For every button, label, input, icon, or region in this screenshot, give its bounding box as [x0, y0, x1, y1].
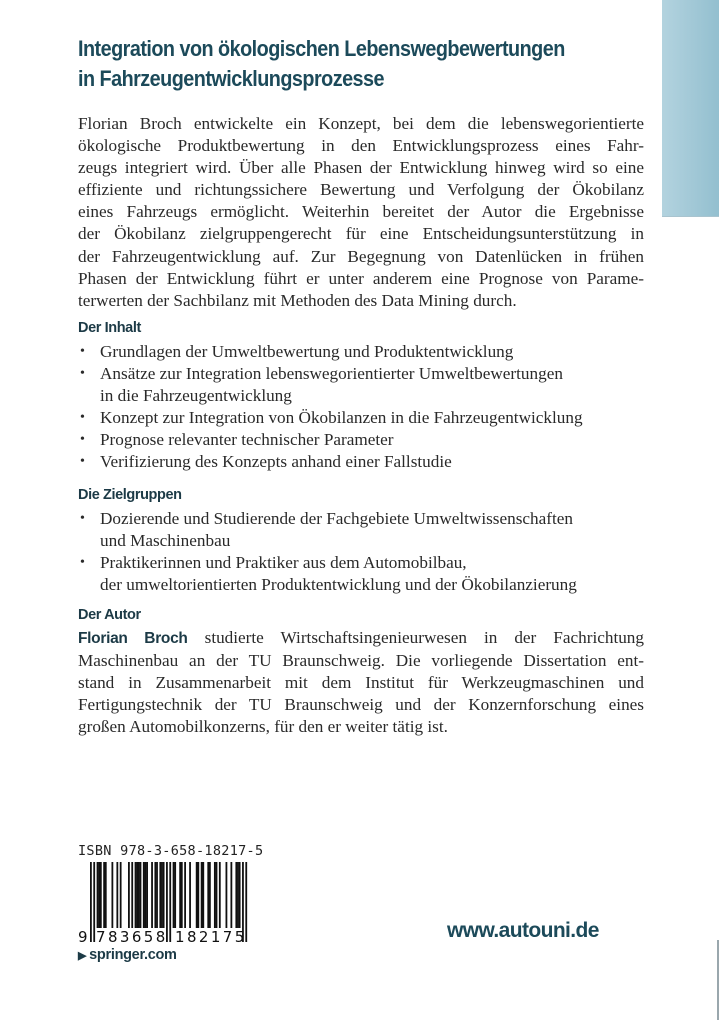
bullet-icon: •: [80, 410, 85, 426]
barcode-bar: [202, 862, 204, 928]
author-line: Fertigungstechnik der TU Braunschweig und der Konzernforschung eines: [78, 695, 644, 715]
intro-line: Phasen der Entwicklung führt er unter anderem eine Prognose von Parame-: [78, 268, 644, 288]
barcode-bar: [174, 862, 176, 928]
intro-line: effiziente und richtungssichere Bewertung und Verfolgung der Ökobilanz: [78, 180, 644, 200]
barcode-bar: [235, 862, 237, 928]
list-item: • Konzept zur Integration von Ökobilanzen in die Fahrzeugentwicklung: [78, 407, 583, 429]
intro-line: der Fahrzeugentwicklung auf. Zur Begegnung von Datenlücken in frühen: [78, 246, 644, 266]
barcode-bar: [146, 862, 148, 928]
intro-line: ökologische Produktbewertung in den Entwicklungsprozess eines Fahr-: [78, 136, 644, 156]
bullet-icon: •: [80, 454, 85, 470]
author-paragraph: [78, 627, 644, 738]
list-item: • Verifizierung des Konzepts anhand einer Fallstudie: [78, 451, 583, 473]
barcode-bar: [116, 862, 118, 928]
barcode-bar: [156, 862, 158, 928]
barcode-bar: [120, 862, 122, 928]
author-line: stand in Zusammenarbeit mit dem Institut für Werkzeugmaschinen und: [78, 673, 644, 693]
barcode-bar: [230, 862, 232, 928]
zielgruppen-list: [78, 508, 577, 596]
bullet-icon: •: [80, 555, 85, 571]
decorative-side-bar: [662, 0, 719, 217]
book-title-line-1: Integration von ökologischen Lebenswegbewertungen: [78, 36, 565, 61]
list-item: • Prognose relevanter technischer Parameter: [78, 429, 583, 451]
barcode-guard-bar: [90, 862, 92, 942]
barcode-guard-bar: [93, 862, 95, 942]
intro-line: der Ökobilanz zielgruppengerecht für eine Entscheidungsunterstützung in: [78, 224, 644, 244]
bullet-icon: •: [80, 366, 85, 382]
barcode-bar: [136, 862, 138, 928]
barcode-bar: [138, 862, 140, 928]
barcode-bar: [216, 862, 218, 928]
author-name: Florian Broch: [78, 630, 188, 647]
isbn-label: ISBN 978-3-658-18217-5: [78, 843, 264, 859]
list-item: • Grundlagen der Umweltbewertung und Produktentwicklung: [78, 341, 583, 363]
bullet-icon: •: [80, 511, 85, 526]
barcode: [90, 862, 247, 928]
barcode-bar: [154, 862, 156, 928]
section-heading-inhalt: Der Inhalt: [78, 320, 141, 336]
barcode-bar: [179, 862, 181, 928]
section-heading-zielgruppen: Die Zielgruppen: [78, 487, 182, 503]
website-link[interactable]: www.autouni.de: [447, 919, 599, 942]
intro-line: eines Fahrzeugs ermöglicht. Weiterhin bereitet der Autor die Ergebnisse: [78, 202, 644, 222]
intro-line: Florian Broch entwickelte ein Konzept, bei dem die lebenswegorientierte: [78, 114, 644, 133]
barcode-bar: [161, 862, 163, 928]
barcode-bar: [219, 862, 221, 928]
barcode-bar: [189, 862, 191, 928]
list-item: • Dozierende und Studierende der Fachgebiete Umweltwissenschaften und Maschinenbau: [80, 509, 573, 551]
barcode-bar: [131, 862, 133, 928]
barcode-bar: [111, 862, 113, 928]
author-line: Maschinenbau an der TU Braunschweig. Die vorliegende Dissertation ent-: [78, 651, 644, 671]
barcode-bar: [201, 862, 203, 928]
barcode-digits-left: 783658: [96, 928, 168, 946]
barcode-bar: [100, 862, 102, 928]
barcode-digits-right: 182175: [175, 928, 247, 946]
barcode-bar: [196, 862, 198, 928]
barcode-bar: [181, 862, 183, 928]
barcode-bar: [209, 862, 211, 928]
barcode-bar: [151, 862, 153, 928]
barcode-bar: [226, 862, 228, 928]
book-title: [78, 34, 588, 94]
book-title-line-2: in Fahrzeugentwicklungsprozesse: [78, 66, 385, 91]
author-line: großen Automobilkonzerns, für den er weiter tätig ist.: [78, 717, 448, 737]
barcode-digit-first: 9: [78, 928, 90, 946]
barcode-bar: [140, 862, 142, 928]
author-line: Florian Broch studierte Wirtschaftsingenieurwesen in der Fachrichtung: [78, 628, 644, 647]
bullet-icon: •: [80, 432, 85, 448]
barcode-bar: [105, 862, 107, 928]
barcode-bar: [207, 862, 209, 928]
barcode-bar: [237, 862, 239, 928]
barcode-guard-bar: [169, 862, 171, 942]
barcode-bar: [163, 862, 165, 928]
barcode-bar: [214, 862, 216, 928]
arrow-right-icon: ▶: [78, 950, 87, 962]
list-item: • Praktikerinnen und Praktiker aus dem Automobilbau, der umweltorientierten Produktentwicklung und der Ökobilanzierung: [80, 553, 577, 595]
barcode-bar: [97, 862, 99, 928]
barcode-bar: [173, 862, 175, 928]
barcode-bar: [135, 862, 137, 928]
barcode-bar: [103, 862, 105, 928]
bullet-icon: •: [80, 344, 85, 359]
barcode-bar: [145, 862, 147, 928]
barcode-bar: [197, 862, 199, 928]
section-heading-autor: Der Autor: [78, 607, 141, 623]
barcode-bar: [128, 862, 130, 928]
barcode-bar: [239, 862, 241, 928]
barcode-bar: [98, 862, 100, 928]
barcode-bar: [143, 862, 145, 928]
intro-line: terwerten der Sachbilanz mit Methoden des Data Mining durch.: [78, 290, 517, 310]
barcode-bar: [159, 862, 161, 928]
intro-line: zeugs integriert wird. Über alle Phasen der Entwicklung hinweg wird so eine: [78, 158, 644, 178]
list-item: • Ansätze zur Integration lebenswegorientierter Umweltbewertungen in die Fahrzeugentwicklung: [80, 364, 563, 406]
inhalt-list: [78, 341, 583, 474]
intro-paragraph: [78, 113, 644, 312]
springer-link[interactable]: ▶ springer.com: [78, 947, 177, 963]
barcode-bar: [184, 862, 186, 928]
